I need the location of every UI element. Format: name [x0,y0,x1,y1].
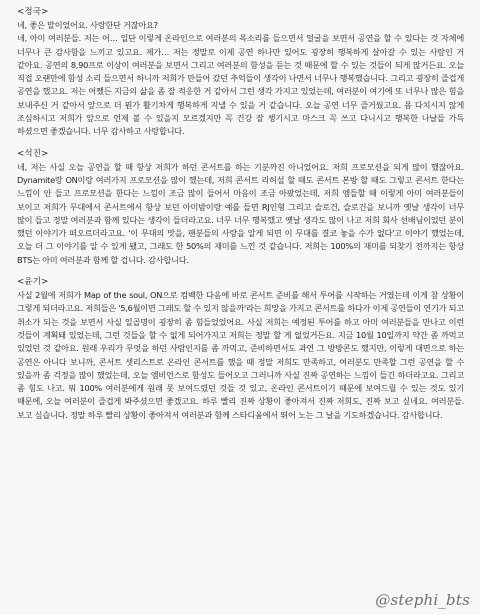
speaker-section-jungkook [17,6,464,139]
speaker-section-yoongi [17,276,464,422]
speaker-name: <정국> [17,7,49,17]
speech-paragraph: 사실 2월에 저희가 Map of the soul, ON으로 컴백한 다음에 바로 콘서트 준비를 해서 투어를 시작하는 거였는데 이게 참 상황이 그렇게 되더라고요. 저희들은 '5,6월이면 그래도 할 수 있지 않을까'라는 희망을 가지고 콘서트를 하다가 이제 공연들이 연기가 되고 취소가 되는 것을 보면서 사실 일곱명이 굉장히 좀 힘들었었어요. 사실 저희는 예정된 투어를 하고 아미 여러분들을 만나고 이런 것들이 계획돼 있었는데, 그런 것들을 할 수 없게 되어가지고 저희는 정말 할 게 없었거든요. 지금 10월 10일까지 약간 좀 까먹고 있었던 것 같아요. 원래 우리가 무엇을 하던 사람인지를 좀 까먹고, 준비하면서도 과연 그 방방콘도 했지만, 이렇게 대면으로 하는 공연은 아니다 보니까, 콘서트 셋리스트로 온라인 콘서트를 했을 때 정말 저희도 만족하고, 여러분도 만족할 그런 공연을 할 수 있을까 좀 걱정을 많이 했었는데, 오늘 엠비언스로 함성도 들어오고 그러니까 사실 진짜 공연하는 느낌이 들긴 하더라고요. 그리고 좀 힘도 나고. 뭐 100% 여러분에게 원래 못 보여드렸던 것들 것 있고, 온라인 콘서트이기 때문에 보여드릴 수 있는 것도 있기 때문에, 오늘 여러분이 즐겁게 봐주셨으면 좋겠고요. 하루 빨리 진짜 상황이 좋아져서 진짜 저희도, 진짜 보고 싶네요. 여러분들. 보고 싶습니다. 정말 하루 빨리 상황이 좋아져서 여러분과 함께 스타디움에서 뛰어 노는 그 날을 기도하겠습니다. 감사합니다. [17,290,464,420]
speaker-name: <윤기> [17,277,49,288]
speaker-section-seokjin [17,148,464,267]
speech-line: 네, 좋은 말이었어요. 사랑한단 거잖아요? [17,20,158,30]
speech-paragraph: 네, 아미 여러분들. 저는 어… 일단 이렇게 온라인으로 여러분의 목소리를 들으면서 얼굴을 보면서 공연을 할 수 있다는 것 자체에 너무나 큰 감사함을 느끼고 있고요. 제가… 저는 정말로 이제 공연 하나만 있어도 굉장히 행복하게 살아갈 수 있는 사람인 거 같아요. 공연의 8,90프로 이상이 여러분을 보면서 그리고 여러분의 함성을 듣는 것 때문에 할 수 있는 것들이 되게 많거든요. 오늘 직접 오랜만에 함성 소리 들으면서 하니까 저희가 만들어 갔던 추억들이 생각이 나면서 너무나 행복했습니다. 그리고 굉장히 즐겁게 공연을 했고요. 저는 어쨌든 지금의 삶을 좀 잘 적응한 거 같아서 그런 생각 가지고 있었는데, 여러분이 여기에 또 너무나 많은 힘을 보내주신 거 같아서 앞으로 더 뭔가 활기차게 행복하게 지낼 수 있을 거 같습니다. 오늘 공연 너무 즐거웠고요. 몸 다치시지 않게 조심하시고 저희가 앞으로 언제 볼 수 있을지 모르겠지만 꼭 건강 잘 챙기시고 마스크 꼭 쓰고 다니시고 행복한 나날들 가득 하셨으면 좋겠습니다. 너무 감사하고 사랑합니다. [17,33,464,137]
speaker-name: <석진> [17,148,49,159]
watermark: @stephi_bts [375,591,470,609]
speech-paragraph: 네, 저는 사실 오늘 공연을 할 때 항상 저희가 하던 콘서트를 하는 기분까진 아니었어요. 저희 프로모션을 되게 많이 했잖아요. Dynamite랑 ON이랑 여러가지 프로모션을 많이 했는데, 저희 콘서트 리허설 할 때도 콘서트 본방 할 때도 그렇고 콘서트 한다는 느낌이 안 들고 프로모션을 한다는 느낌이 조금 많이 들어서 마음이 조금 아팠었는데, 저희 엠들할 때 이렇게 아미 여러분들이 보이고 저희가 무대에서 콘서트에서 항상 보던 아미밤이랑 예를 들면 RJ인형 그리고 슬로건, 슬로건을 보니까 옛날 생각이 너무 많이 들고 정말 여러분과 함께 있다는 생각이 들더라고요. 너무 너무 행복했고 옛날 생각도 많이 나고 저희 회사 선배님이었던 분이 했던 이야기가 떠오르더라고요. '이 무대의 맛을, 팬분들의 사랑을 알게 되면 이 무대를 결코 놓을 수가 없다'고 이야기 했었는데, 오늘 더 그 이야기를 알 수 있게 됐고, 그래도 한 50%의 재미를 느낀 것 같습니다. 저희는 100%의 재미를 되찾기 전까지는 항상 BTS는 아미 여러분과 함께 할 겁니다. 감사합니다. [17,161,464,265]
